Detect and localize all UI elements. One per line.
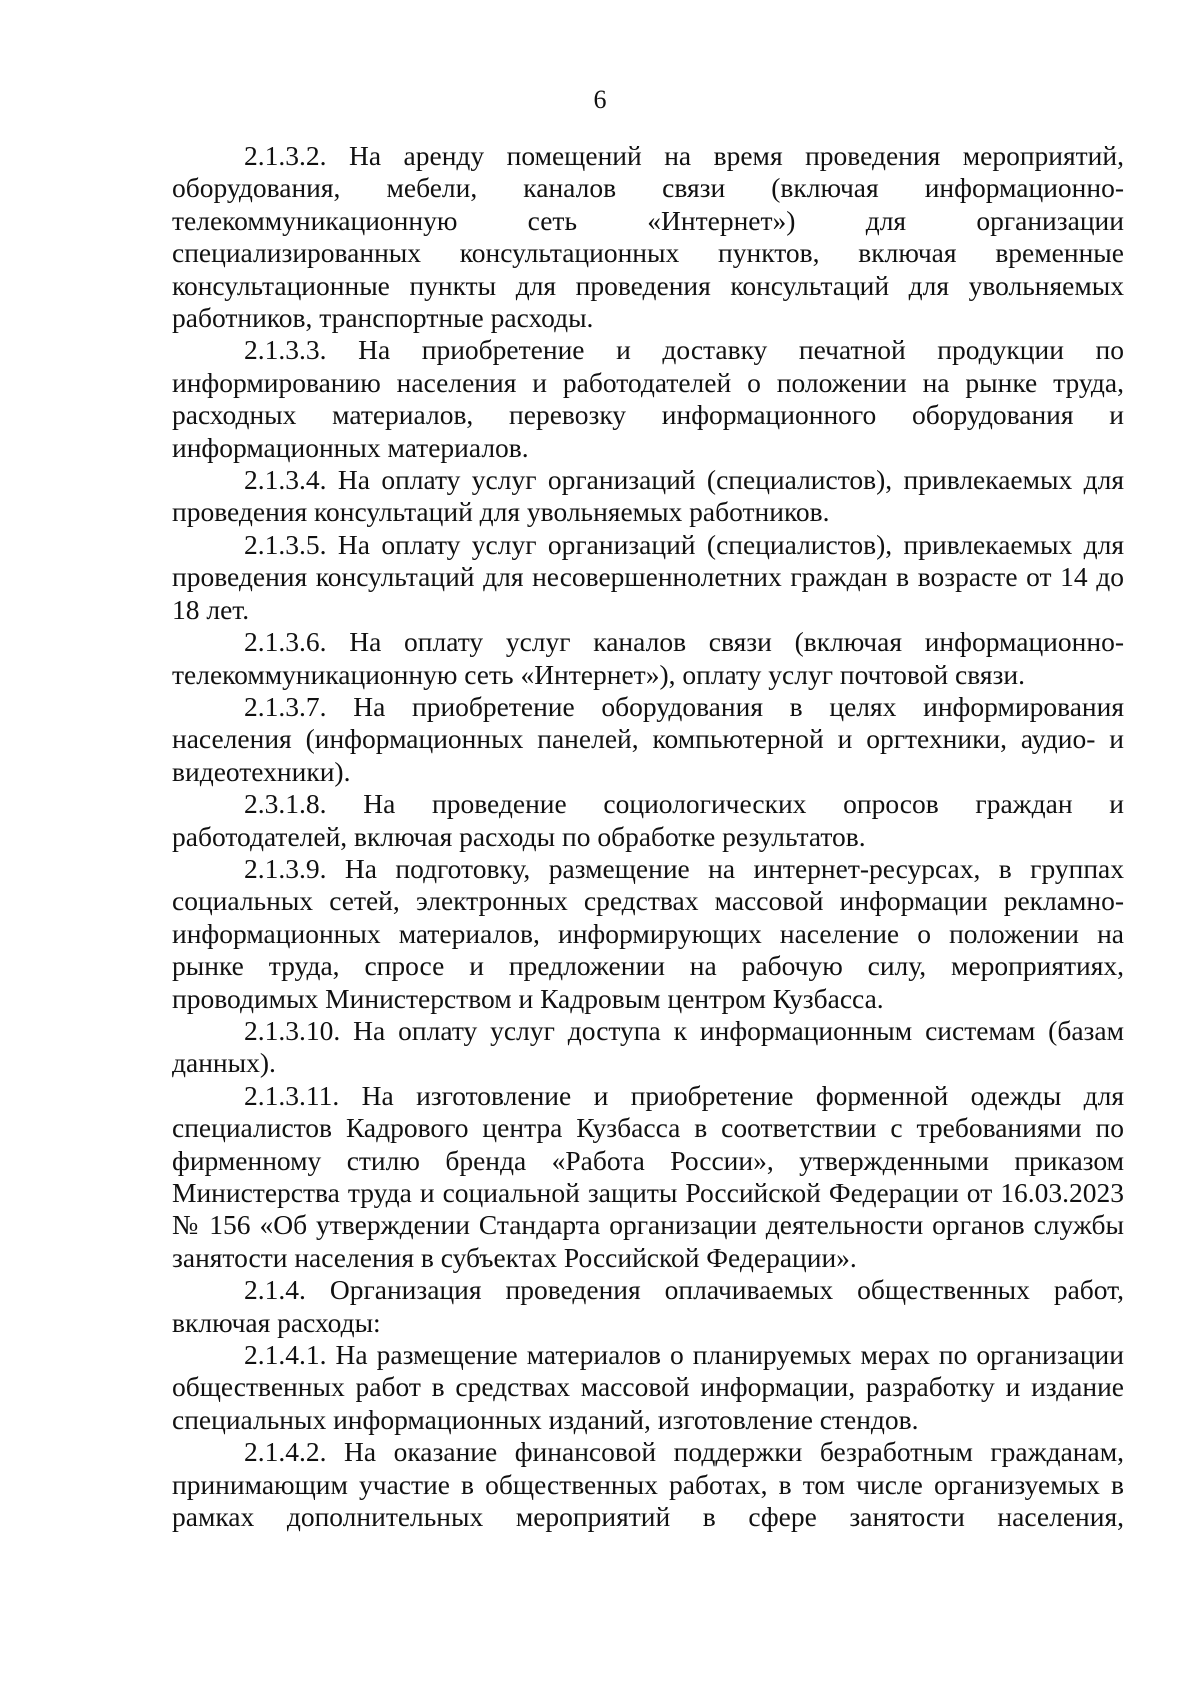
paragraph-2-1-3-10: 2.1.3.10. На оплату услуг доступа к информационным системам (базам данных). <box>172 1014 1124 1079</box>
paragraph-2-3-1-8: 2.3.1.8. На проведение социологических опросов граждан и работодателей, включая расходы по обработке результатов. <box>172 788 1124 852</box>
paragraph-2-1-4-1: 2.1.4.1. На размещение материалов о планируемых мерах по организации общественных работ в средствах массовой информации, разработку и издание специальных информационных изданий, изготовление стендов. <box>172 1339 1124 1435</box>
paragraph-2-1-4-2: 2.1.4.2. На оказание финансовой поддержки безработным гражданам, принимающим участие в общественных работах, в том числе организуемых в рамках дополнительных мероприятий в сфере занятости населения, <box>172 1436 1124 1533</box>
paragraph-2-1-3-5: 2.1.3.5. На оплату услуг организаций (специалистов), привлекаемых для проведения консультаций для несовершеннолетних граждан в возрасте от 14 до 18 лет. <box>172 528 1124 625</box>
paragraph-2-1-3-11: 2.1.3.11. На изготовление и приобретение форменной одежды для специалистов Кадрового центра Кузбасса в соответствии с требованиями по фирменному стилю бренда «Работа России», утвержденными приказом Министерства труда и социальной защиты Российской Федерации от 16.03.2023 № 156 «Об утверждении Стандарта организации деятельности органов службы занятости населения в субъектах Российской Федерации». <box>172 1079 1124 1273</box>
paragraph-2-1-3-2: 2.1.3.2. На аренду помещений на время проведения мероприятий, оборудования, мебели, каналов связи (включая информационно-телекоммуникационную сеть «Интернет») для организации специализированных консультационных пунктов, включая временные консультационные пункты для проведения консультаций для увольняемых работников, транспортные расходы. <box>172 140 1124 334</box>
paragraph-2-1-3-6: 2.1.3.6. На оплату услуг каналов связи (включая информационно-телекоммуникационную сеть «Интернет»), оплату услуг почтовой связи. <box>172 626 1124 690</box>
paragraph-2-1-3-3: 2.1.3.3. На приобретение и доставку печатной продукции по информированию населения и работодателей о положении на рынке труда, расходных материалов, перевозку информационного оборудования и информационных материалов. <box>172 334 1124 463</box>
paragraph-2-1-3-4: 2.1.3.4. На оплату услуг организаций (специалистов), привлекаемых для проведения консультаций для увольняемых работников. <box>172 464 1124 528</box>
paragraph-2-1-4: 2.1.4. Организация проведения оплачиваемых общественных работ, включая расходы: <box>172 1274 1124 1338</box>
page-number: 6 <box>593 85 607 114</box>
paragraph-2-1-3-9: 2.1.3.9. На подготовку, размещение на интернет-ресурсах, в группах социальных сетей, электронных средствах массовой информации рекламно-информационных материалов, информирующих население о положении на рынке труда, спросе и предложении на рабочую силу, мероприятиях, проводимых Министерством и Кадровым центром Кузбасса. <box>172 852 1124 1014</box>
document-body <box>172 140 1124 1533</box>
paragraph-2-1-3-7: 2.1.3.7. На приобретение оборудования в целях информирования населения (информационных панелей, компьютерной и оргтехники, аудио- и видеотехники). <box>172 690 1124 787</box>
